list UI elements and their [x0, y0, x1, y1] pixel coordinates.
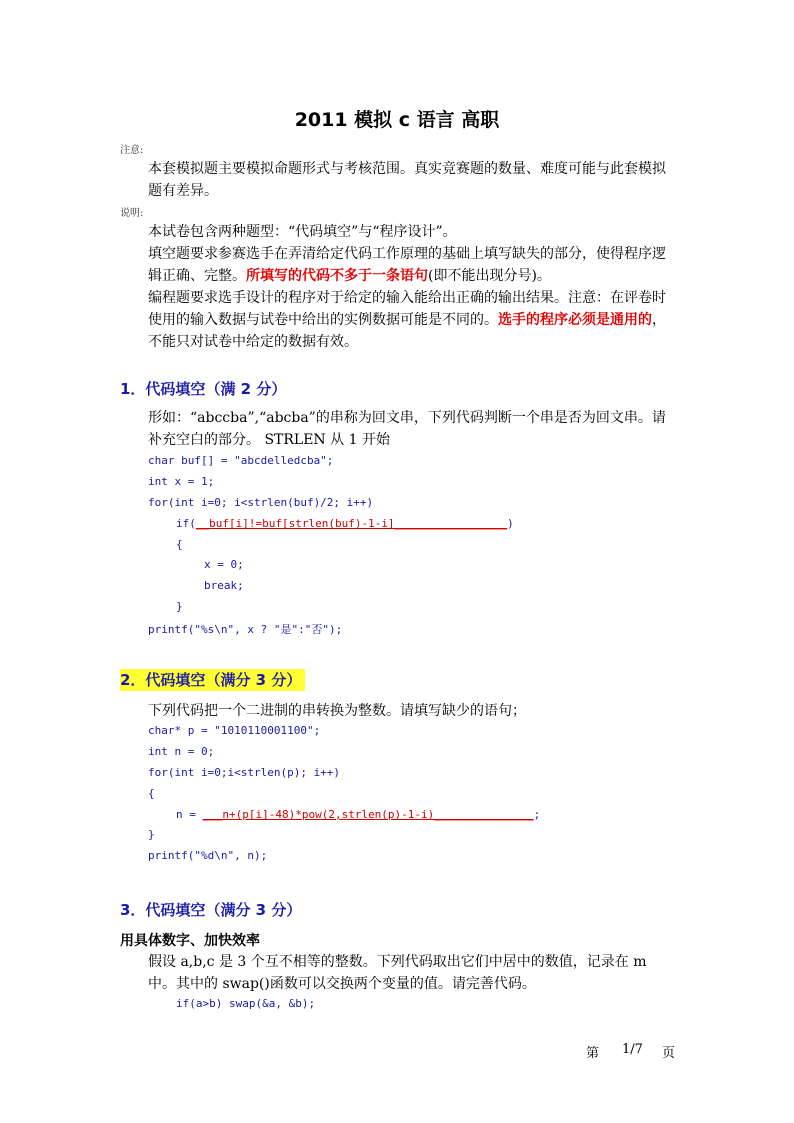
explain-p1: 本试卷包含两种题型：“代码填空”与“程序设计”。: [148, 224, 457, 240]
explain-label: 说明:: [120, 208, 144, 219]
q2-code-line: for(int i=0;i<strlen(p); i++): [148, 766, 341, 779]
q2-code-line: }: [148, 828, 155, 841]
explain-p2-text: 填空题要求参赛选手在弄清给定代码工作原理的基础上填写缺失的部分，使得程序逻辑正确、完整。: [148, 246, 666, 284]
q2-code-line: int n = 0;: [148, 745, 215, 758]
q3-subheading: 用具体数字、加快效率: [120, 933, 260, 949]
q2-code-semicolon: ;: [533, 808, 541, 821]
q1-answer-blank[interactable]: __buf[i]!=buf[strlen(buf)-1-i]_________________: [195, 517, 508, 530]
q2-code-line: {: [148, 787, 155, 800]
q2-code-line: char* p = "1010110001100";: [148, 724, 321, 737]
q2-code-assign: n =: [176, 808, 203, 821]
q3-heading: 3．代码填空（满分 3 分）: [120, 901, 302, 919]
footer-page-number: 1/7: [622, 1042, 643, 1057]
q2-code-line: printf("%d\n", n);: [148, 849, 268, 862]
q1-code-line: {: [176, 538, 183, 551]
q1-code-line: for(int i=0; i<strlen(buf)/2; i++): [148, 496, 374, 509]
explain-p3: [120, 287, 672, 353]
q2-desc-text: 下列代码把一个二进制的串转换为整数。请填写缺少的语句；: [148, 703, 526, 719]
q2-answer-blank[interactable]: ___n+(p[i]-48)*pow(2,strlen(p)-1-i)_______________: [202, 808, 534, 821]
q1-code-paren: ): [507, 517, 514, 530]
q1-code-if: if(: [176, 517, 196, 530]
explain-p3-tail: ，不能只对试卷中给定的数据有效。: [148, 312, 666, 350]
notice-text: 本套模拟题主要模拟命题形式与考核范围。真实竞赛题的数量、难度可能与此套模拟题有差异。: [148, 161, 666, 199]
q3-desc-text: 假设 a,b,c 是 3 个互不相等的整数。下列代码取出它们中居中的数值，记录在 m 中。其中的 swap()函数可以交换两个变量的值。请完善代码。: [148, 954, 647, 992]
q1-code-line: printf("%s\n", x ? "是":"否");: [148, 623, 343, 636]
q2-heading-highlight: 2．代码填空（满分 3 分）: [120, 669, 305, 691]
q1-desc-text: 形如：“abccba”,“abcba”的串称为回文串，下列代码判断一个串是否为回文串。请补充空白的部分。 STRLEN 从 1 开始: [148, 410, 666, 448]
q3-code-line: if(a>b) swap(&a, &b);: [176, 997, 316, 1010]
q1-code-line: char buf[] = "abcdelledcba";: [148, 454, 334, 467]
footer-page-prefix: 第: [586, 1046, 600, 1061]
notice-paragraph: [120, 158, 672, 202]
q1-code-line-blank: [176, 517, 514, 530]
q2-code-line-blank: [176, 808, 540, 821]
q2-description: [120, 700, 672, 722]
q3-description: [120, 951, 672, 995]
notice-label: 注意:: [120, 145, 144, 156]
explain-paragraphs: [120, 221, 672, 353]
explain-p2: [120, 243, 672, 287]
explain-p3-text: 编程题要求选手设计的程序对于给定的输入能给出正确的输出结果。注意：在评卷时使用的输入数据与试卷中给出的实例数据可能是不同的。: [148, 290, 666, 328]
q1-code-line: int x = 1;: [148, 475, 215, 488]
footer-page-suffix: 页: [662, 1046, 676, 1061]
q2-heading: [120, 669, 305, 690]
explain-p2-note: (即不能出现分号)。: [428, 268, 551, 284]
page-title: 2011 模拟 c 语言 高职: [294, 109, 500, 131]
q1-code-line: x = 0;: [204, 558, 244, 571]
q1-heading: 1．代码填空（满 2 分）: [120, 380, 287, 398]
explain-p3-emphasis: 选手的程序必须是通用的: [498, 312, 652, 328]
q1-code-line: break;: [204, 579, 244, 592]
explain-p2-emphasis: 所填写的代码不多于一条语句: [246, 268, 428, 284]
q1-description: [120, 407, 672, 451]
q1-code-line: }: [176, 600, 183, 613]
